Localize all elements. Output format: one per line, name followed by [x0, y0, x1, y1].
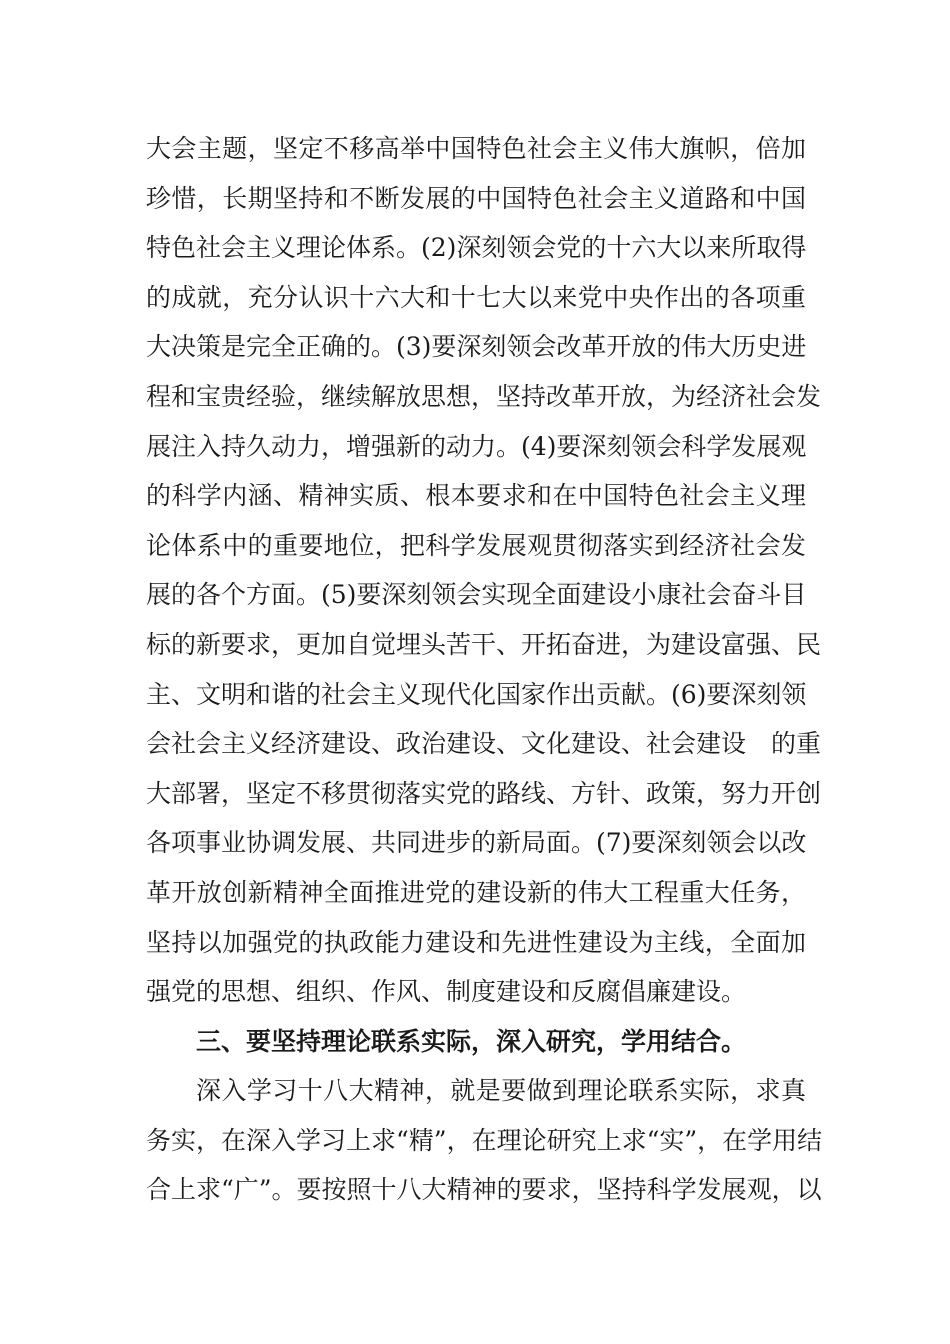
text-line: 会社会主义经济建设、政治建设、文化建设、社会建设 的重	[146, 729, 822, 759]
text-line: 坚持以加强党的执政能力建设和先进性建设为主线，全面加	[146, 927, 806, 957]
text-line: 论体系中的重要地位，把科学发展观贯彻落实到经济社会发	[146, 530, 806, 560]
text-line: 特色社会主义理论体系。(2)深刻领会党的十六大以来所取得	[146, 233, 807, 263]
section-heading: 三、要坚持理论联系实际，深入研究，学用结合。	[196, 1026, 747, 1056]
text-line: 主、文明和谐的社会主义现代化国家作出贡献。(6)要深刻领	[146, 679, 807, 709]
text-line: 标的新要求，更加自觉埋头苦干、开拓奋进，为建设富强、民	[146, 629, 822, 659]
text-line: 大决策是完全正确的。(3)要深刻领会改革开放的伟大历史进	[146, 332, 807, 362]
text-line: 珍惜，长期坚持和不断发展的中国特色社会主义道路和中国	[146, 183, 806, 213]
text-line: 合上求“广”。要按照十八大精神的要求，坚持科学发展观，以	[146, 1175, 822, 1205]
text-line: 大部署，坚定不移贯彻落实党的路线、方针、政策，努力开创	[146, 778, 822, 808]
text-line: 的成就，充分认识十六大和十七大以来党中央作出的各项重	[146, 282, 806, 312]
text-line: 大会主题，坚定不移高举中国特色社会主义伟大旗帜，倍加	[146, 134, 806, 163]
text-line: 展注入持久动力，增强新的动力。(4)要深刻领会科学发展观	[146, 431, 807, 461]
text-line: 务实，在深入学习上求“精”，在理论研究上求“实”，在学用结	[146, 1125, 823, 1155]
text-line: 各项事业协调发展、共同进步的新局面。(7)要深刻领会以改	[146, 828, 807, 858]
text-line: 程和宝贵经验，继续解放思想，坚持改革开放，为经济社会发	[146, 381, 822, 411]
text-line: 深入学习十八大精神，就是要做到理论联系实际，求真	[196, 1076, 806, 1106]
text-line: 的科学内涵、精神实质、根本要求和在中国特色社会主义理	[146, 481, 806, 511]
body-text	[146, 124, 823, 1215]
text-line: 强党的思想、组织、作风、制度建设和反腐倡廉建设。	[146, 977, 747, 1007]
text-line: 展的各个方面。(5)要深刻领会实现全面建设小康社会奋斗目	[146, 580, 807, 610]
text-line: 革开放创新精神全面推进党的建设新的伟大工程重大任务，	[146, 877, 806, 907]
